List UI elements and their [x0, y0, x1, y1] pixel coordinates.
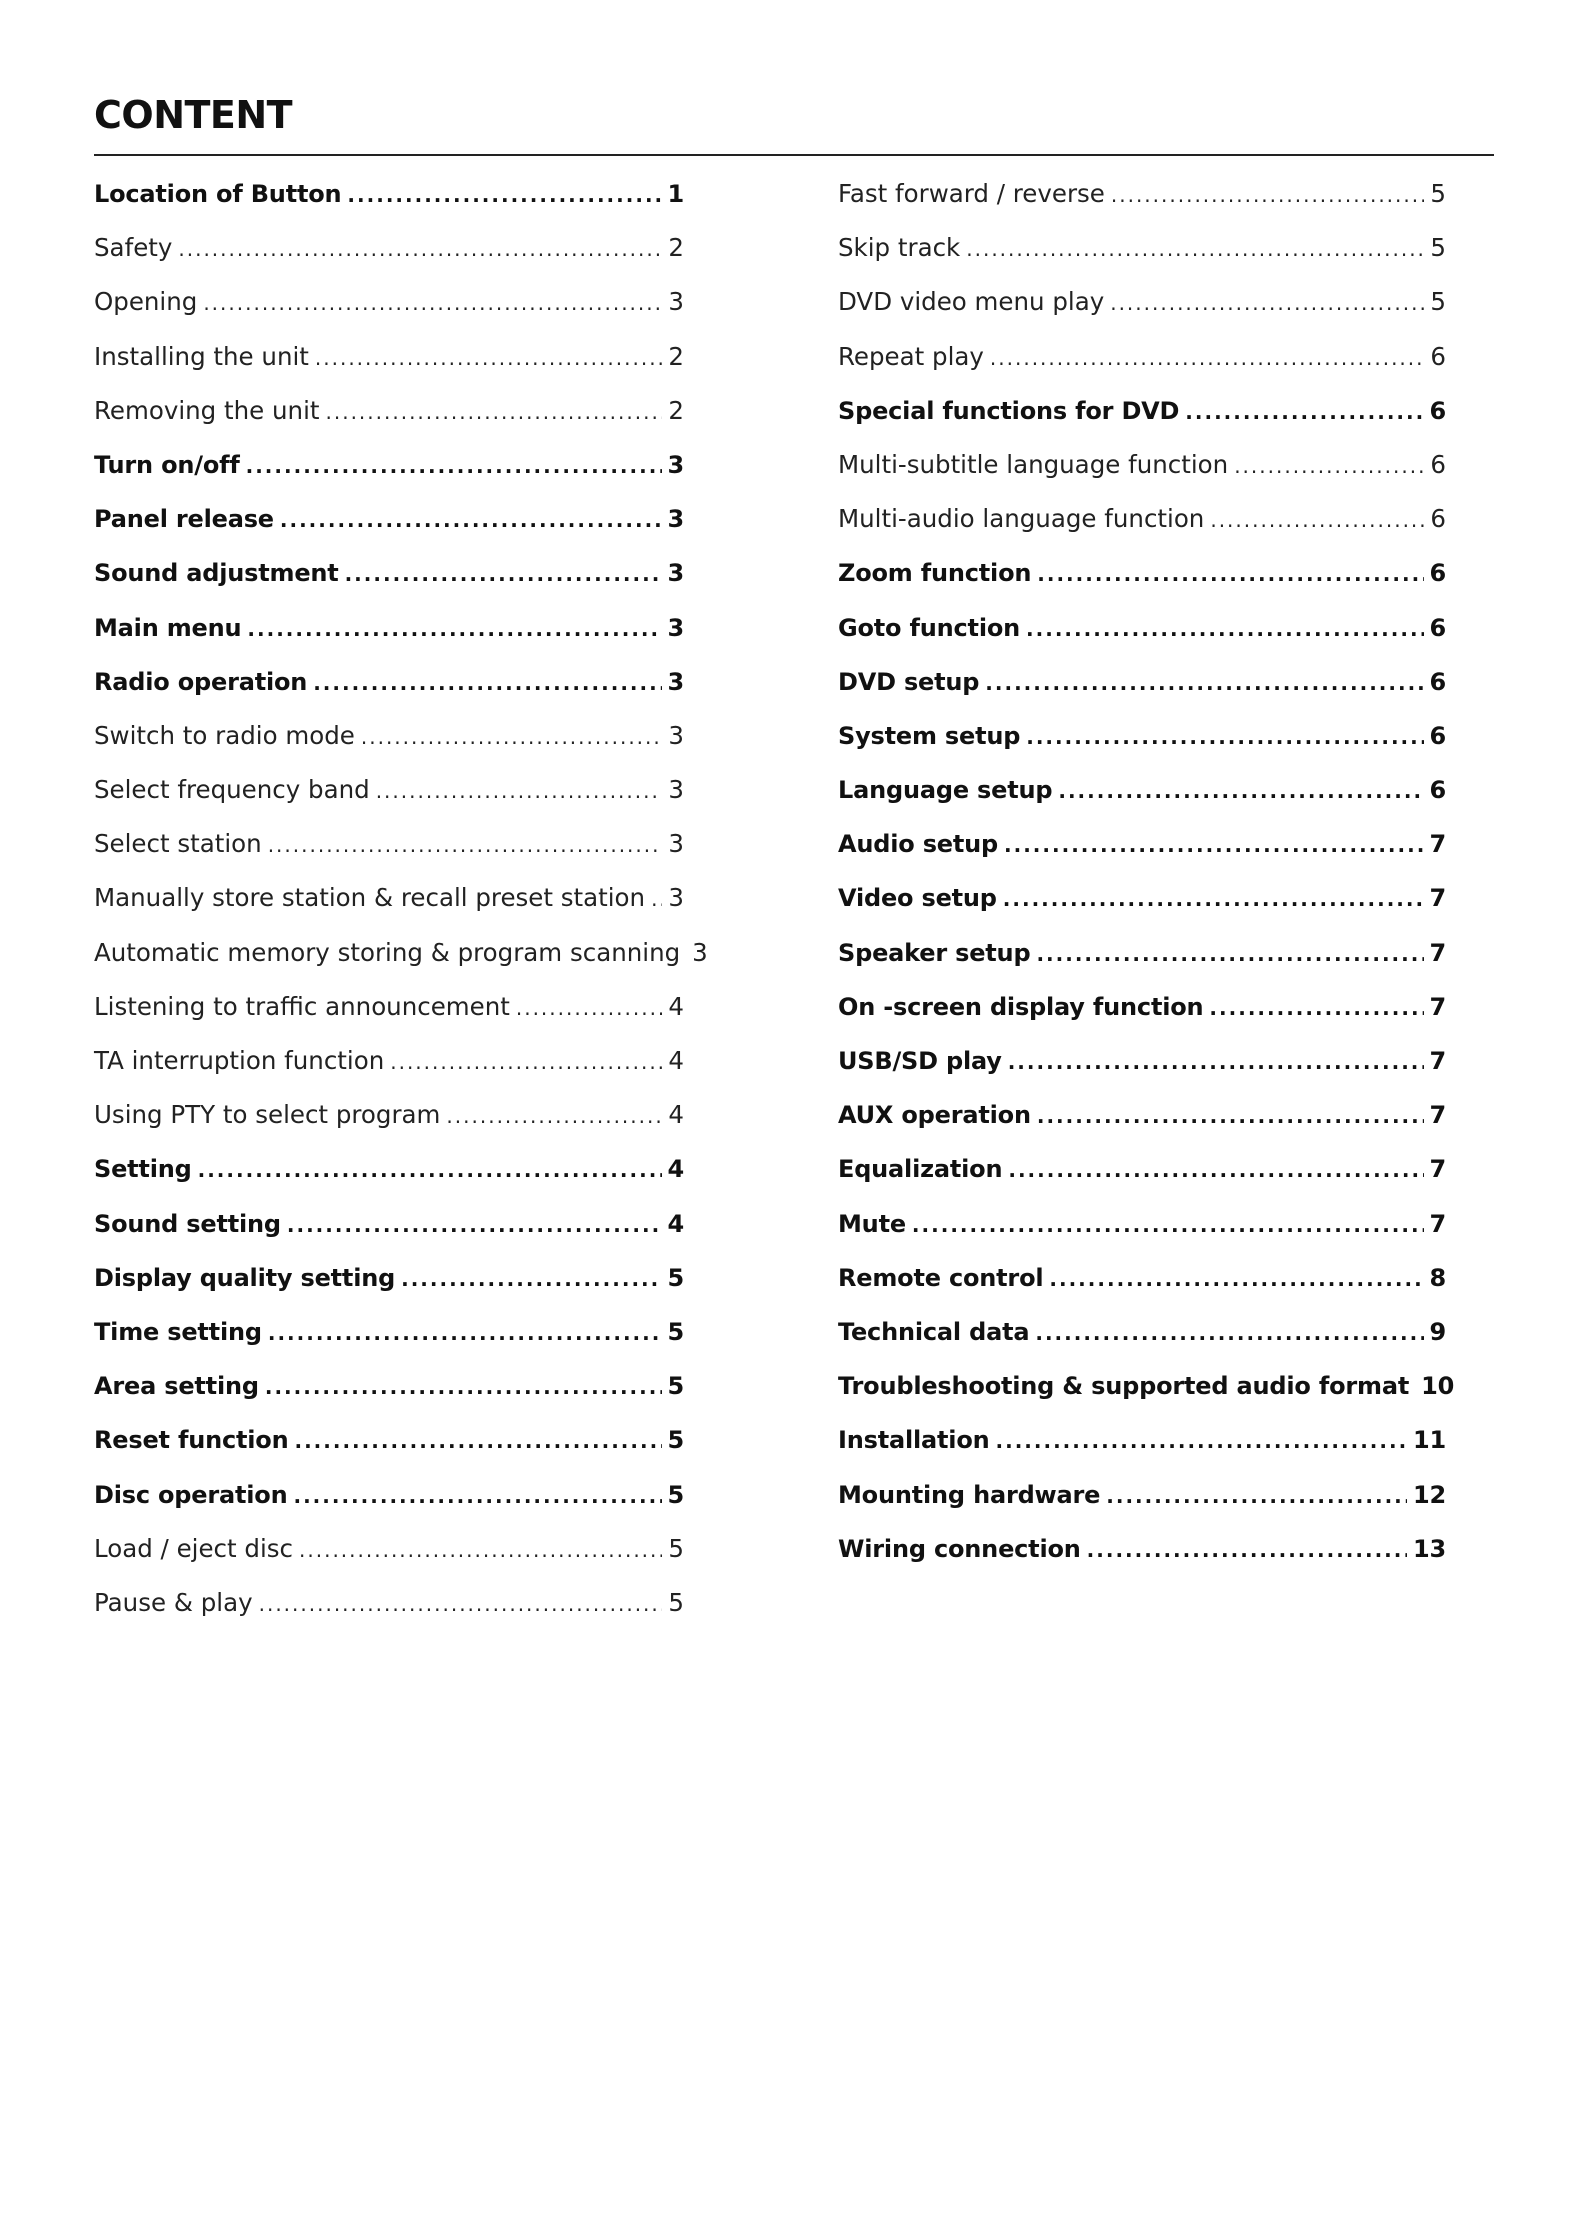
toc-entry[interactable]: [838, 1206, 1446, 1260]
toc-page-number: 3: [668, 829, 684, 859]
toc-page-number: 5: [668, 1587, 684, 1617]
toc-right-column: [838, 176, 1455, 1585]
toc-entry[interactable]: [838, 989, 1446, 1043]
toc-page-number: 3: [667, 613, 684, 642]
toc-dot-leader: [966, 231, 1424, 267]
toc-entry-label: Zoom function: [838, 559, 1032, 588]
toc-page-number: 8: [1429, 1263, 1446, 1292]
toc-dot-leader: [1026, 611, 1423, 647]
toc-entry[interactable]: [838, 718, 1446, 772]
toc-dot-leader: [1185, 394, 1423, 430]
toc-entry-label: Location of Button: [94, 180, 342, 208]
toc-entry-label: Turn on/off: [94, 450, 240, 479]
toc-entry-label: Listening to traffic announcement: [94, 991, 510, 1021]
toc-dot-leader: [1049, 1261, 1423, 1297]
toc-entry[interactable]: [94, 1043, 684, 1097]
toc-entry[interactable]: [94, 555, 684, 609]
toc-entry[interactable]: [94, 284, 684, 338]
toc-entry-label: Load / eject disc: [94, 1533, 294, 1563]
toc-page-number: 4: [667, 1155, 684, 1184]
toc-dot-leader: [1004, 827, 1423, 863]
toc-page-number: 3: [667, 667, 684, 696]
toc-dot-leader: [1110, 285, 1424, 321]
toc-entry-label: USB/SD play: [838, 1047, 1002, 1075]
toc-entry-label: Using PTY to select program: [94, 1100, 441, 1130]
toc-dot-leader: [361, 719, 663, 755]
toc-entry-label: Installing the unit: [94, 341, 309, 371]
toc-page-number: 3: [668, 720, 684, 750]
toc-dot-leader: [293, 1478, 661, 1514]
toc-page-number: 4: [668, 991, 684, 1021]
toc-entry-label: Safety: [94, 233, 173, 263]
toc-entry[interactable]: [94, 610, 684, 664]
toc-entry-label: Setting: [94, 1155, 192, 1184]
toc-page-number: 2: [668, 395, 684, 425]
toc-entry-label: Sound setting: [94, 1209, 281, 1238]
toc-entry[interactable]: [838, 1097, 1446, 1151]
toc-entry[interactable]: [838, 826, 1446, 880]
toc-entry[interactable]: [838, 1151, 1446, 1205]
toc-entry-label: Audio setup: [838, 830, 999, 859]
toc-page-number: 5: [668, 1533, 684, 1563]
toc-entry[interactable]: [94, 718, 684, 772]
toc-entry-label: Select station: [94, 829, 262, 859]
toc-dot-leader: [1106, 1478, 1407, 1514]
toc-entry[interactable]: [838, 1368, 1455, 1422]
toc-entry-label: On -screen display function: [838, 992, 1204, 1021]
toc-entry-label: Equalization: [838, 1155, 1003, 1184]
toc-page-number: 7: [1429, 992, 1446, 1021]
toc-page-number: 7: [1429, 1155, 1446, 1184]
toc-page-number: 9: [1429, 1317, 1446, 1346]
toc-entry[interactable]: [94, 664, 684, 718]
toc-page-number: 7: [1429, 938, 1446, 967]
toc-entry[interactable]: [94, 989, 684, 1043]
toc-dot-leader: [1035, 1315, 1423, 1351]
toc-page-number: 6: [1430, 504, 1446, 534]
toc-entry[interactable]: [94, 501, 684, 555]
toc-entry[interactable]: [838, 284, 1446, 338]
toc-page-number: 2: [668, 233, 684, 263]
toc-entry[interactable]: [838, 501, 1446, 555]
toc-entry[interactable]: [94, 1477, 684, 1531]
toc-page-number: 7: [1429, 884, 1446, 913]
toc-page-number: 1: [667, 180, 684, 208]
toc-entry[interactable]: [94, 1097, 684, 1151]
toc-entry[interactable]: [94, 230, 684, 284]
toc-page-number: 3: [667, 559, 684, 588]
toc-entry[interactable]: [94, 1368, 684, 1422]
toc-entry[interactable]: [94, 1585, 684, 1639]
toc-page-number: 4: [668, 1100, 684, 1130]
toc-entry[interactable]: [838, 1477, 1446, 1531]
toc-dot-leader: [1036, 936, 1423, 972]
toc-page-number: 5: [667, 1372, 684, 1401]
toc-page-number: 5: [1430, 287, 1446, 317]
toc-entry-label: Time setting: [94, 1317, 262, 1346]
toc-dot-leader: [203, 285, 662, 321]
toc-dot-leader: [401, 1261, 661, 1297]
toc-entry-label: Installation: [838, 1426, 990, 1455]
toc-entry-label: Pause & play: [94, 1587, 253, 1617]
toc-entry-label: Language setup: [838, 776, 1053, 805]
toc-dot-leader: [265, 1369, 662, 1405]
toc-entry-label: Opening: [94, 287, 198, 317]
toc-dot-leader: [268, 1315, 662, 1351]
toc-entry[interactable]: [838, 1314, 1446, 1368]
toc-page-number: 7: [1429, 1101, 1446, 1130]
toc-page-number: 3: [667, 505, 684, 534]
title-divider: [94, 154, 1494, 156]
toc-dot-leader: [1008, 1044, 1424, 1080]
toc-entry-label: Skip track: [838, 233, 961, 263]
toc-entry-label: Display quality setting: [94, 1263, 396, 1292]
toc-page-number: 5: [667, 1480, 684, 1509]
toc-dot-leader: [247, 611, 661, 647]
toc-dot-leader: [299, 1532, 662, 1568]
toc-entry-label: DVD video menu play: [838, 287, 1105, 317]
toc-page-number: 3: [692, 937, 708, 967]
toc-page-number: 5: [667, 1317, 684, 1346]
toc-dot-leader: [376, 773, 663, 809]
toc-dot-leader: [294, 1423, 661, 1459]
toc-dot-leader: [1234, 448, 1424, 484]
toc-entry-label: Multi-subtitle language function: [838, 449, 1229, 479]
toc-page-number: 6: [1430, 449, 1446, 479]
toc-entry-label: TA interruption function: [94, 1046, 385, 1075]
toc-dot-leader: [990, 340, 1425, 376]
toc-entry[interactable]: [838, 447, 1446, 501]
toc-page-number: 11: [1413, 1426, 1446, 1455]
toc-entry-label: Radio operation: [94, 667, 308, 696]
toc-page-number: 3: [668, 775, 684, 805]
toc-dot-leader: [390, 1044, 662, 1080]
toc-dot-leader: [651, 881, 662, 917]
toc-entry[interactable]: [838, 1422, 1446, 1476]
toc-page-number: 6: [1429, 667, 1446, 696]
toc-dot-leader: [259, 1586, 663, 1622]
toc-page-number: 5: [1430, 233, 1446, 263]
toc-entry-label: Mounting hardware: [838, 1480, 1101, 1509]
toc-entry[interactable]: [94, 447, 684, 501]
toc-entry-label: Video setup: [838, 884, 997, 913]
toc-page-number: 3: [667, 450, 684, 479]
toc-entry[interactable]: [838, 880, 1446, 934]
toc-entry-label: Sound adjustment: [94, 559, 339, 588]
toc-page-number: 6: [1429, 721, 1446, 750]
toc-entry-label: Switch to radio mode: [94, 720, 355, 750]
toc-page-number: 3: [668, 883, 684, 913]
toc-entry[interactable]: [94, 935, 708, 989]
toc-dot-leader: [1037, 556, 1423, 592]
toc-entry[interactable]: [838, 1531, 1446, 1585]
toc-page-number: 6: [1429, 396, 1446, 425]
toc-entry[interactable]: [94, 880, 684, 934]
toc-entry-label: Manually store station & recall preset station: [94, 883, 646, 913]
toc-entry-label: System setup: [838, 721, 1021, 750]
toc-dot-leader: [1037, 1098, 1424, 1134]
toc-entry[interactable]: [838, 393, 1446, 447]
toc-page-number: 6: [1430, 341, 1446, 371]
toc-dot-leader: [345, 556, 662, 592]
toc-dot-leader: [446, 1098, 662, 1134]
toc-entry-label: Select frequency band: [94, 775, 370, 805]
toc-page-number: 7: [1429, 1047, 1446, 1075]
toc-entry[interactable]: [838, 772, 1446, 826]
toc-entry[interactable]: [94, 393, 684, 447]
toc-dot-leader: [516, 990, 663, 1026]
toc-entry-label: Fast forward / reverse: [838, 179, 1105, 208]
toc-dot-leader: [280, 502, 662, 538]
toc-entry[interactable]: [838, 230, 1446, 284]
toc-entry[interactable]: [94, 176, 684, 230]
toc-entry[interactable]: [838, 935, 1446, 989]
toc-dot-leader: [287, 1207, 662, 1243]
toc-page-number: 6: [1429, 613, 1446, 642]
toc-entry[interactable]: [838, 610, 1446, 664]
toc-entry-label: Area setting: [94, 1372, 259, 1401]
toc-entry-label: Repeat play: [838, 341, 984, 371]
toc-dot-leader: [1058, 773, 1423, 809]
toc-entry[interactable]: [94, 826, 684, 880]
toc-page-number: 5: [1430, 179, 1446, 208]
toc-dot-leader: [1210, 502, 1424, 538]
toc-entry[interactable]: [838, 1043, 1446, 1097]
toc-entry-label: DVD setup: [838, 667, 980, 696]
toc-page-number: 5: [667, 1263, 684, 1292]
toc-page-number: 3: [668, 287, 684, 317]
toc-page-number: 10: [1421, 1372, 1455, 1401]
toc-dot-leader: [1209, 990, 1423, 1026]
toc-dot-leader: [246, 448, 662, 484]
toc-page-number: 7: [1429, 1209, 1446, 1238]
toc-entry[interactable]: [94, 772, 684, 826]
toc-dot-leader: [178, 231, 662, 267]
toc-dot-leader: [985, 665, 1423, 701]
toc-entry[interactable]: [838, 1260, 1446, 1314]
toc-dot-leader: [996, 1423, 1408, 1459]
toc-entry-label: Speaker setup: [838, 938, 1031, 967]
toc-dot-leader: [326, 394, 663, 430]
toc-dot-leader: [198, 1152, 662, 1188]
toc-page-number: 6: [1429, 776, 1446, 805]
toc-entry-label: Automatic memory storing & program scanning: [94, 937, 681, 967]
toc-page-number: 13: [1413, 1534, 1446, 1563]
toc-entry[interactable]: [94, 1151, 684, 1205]
toc-entry[interactable]: [94, 1531, 684, 1585]
toc-dot-leader: [313, 665, 661, 701]
toc-dot-leader: [1026, 719, 1423, 755]
toc-page-number: 2: [668, 341, 684, 371]
toc-entry-label: Mute: [838, 1209, 906, 1238]
toc-entry-label: Technical data: [838, 1317, 1030, 1346]
toc-entry[interactable]: [94, 339, 684, 393]
toc-page-number: 5: [667, 1426, 684, 1455]
page-title: CONTENT: [94, 93, 293, 137]
toc-entry-label: Wiring connection: [838, 1534, 1081, 1563]
toc-entry-label: Main menu: [94, 613, 242, 642]
toc-entry[interactable]: [838, 664, 1446, 718]
toc-page-number: 4: [668, 1046, 684, 1075]
toc-entry[interactable]: [94, 1314, 684, 1368]
toc-dot-leader: [1003, 881, 1424, 917]
toc-page-number: 4: [667, 1209, 684, 1238]
toc-entry[interactable]: [94, 1206, 684, 1260]
toc-entry-label: Remote control: [838, 1263, 1044, 1292]
toc-entry-label: Goto function: [838, 613, 1021, 642]
toc-dot-leader: [912, 1207, 1424, 1243]
toc-entry-label: Reset function: [94, 1426, 289, 1455]
toc-entry-label: Panel release: [94, 505, 274, 534]
toc-entry-label: Disc operation: [94, 1480, 288, 1509]
toc-entry[interactable]: [94, 1260, 684, 1314]
toc-page-number: 12: [1413, 1480, 1446, 1509]
toc-dot-leader: [347, 177, 661, 213]
toc-entry[interactable]: [838, 339, 1446, 393]
toc-left-column: [94, 176, 708, 1639]
toc-entry[interactable]: [94, 1422, 684, 1476]
toc-dot-leader: [1087, 1532, 1407, 1568]
toc-entry-label: Multi-audio language function: [838, 504, 1205, 534]
toc-entry-label: Troubleshooting & supported audio format: [838, 1372, 1410, 1401]
toc-entry-label: AUX operation: [838, 1101, 1031, 1130]
toc-entry[interactable]: [838, 176, 1446, 230]
toc-entry-label: Removing the unit: [94, 395, 320, 425]
toc-dot-leader: [315, 340, 663, 376]
toc-dot-leader: [1111, 177, 1425, 213]
toc-dot-leader: [268, 827, 663, 863]
toc-dot-leader: [1008, 1152, 1423, 1188]
toc-page-number: 6: [1429, 559, 1446, 588]
toc-page-number: 7: [1429, 830, 1446, 859]
toc-entry[interactable]: [838, 555, 1446, 609]
toc-entry-label: Special functions for DVD: [838, 396, 1180, 425]
